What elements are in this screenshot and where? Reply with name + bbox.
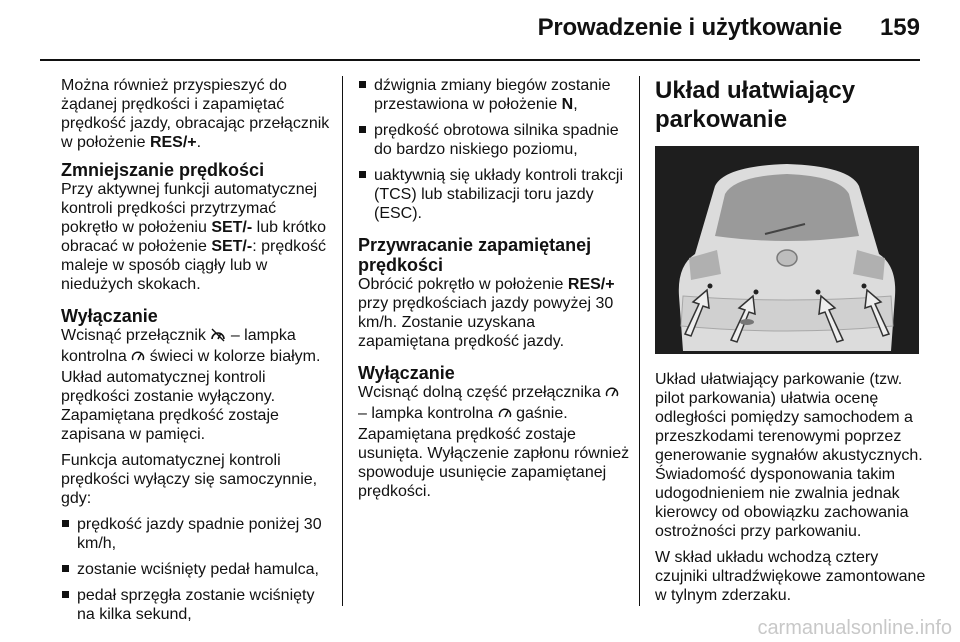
- cruise-off-icon: [210, 328, 226, 347]
- list-item: prędkość jazdy spadnie poniżej 30 km/h,: [61, 515, 333, 553]
- section-heading-off-2: Wyłączanie: [358, 363, 455, 383]
- watermark: carmanualsonline.info: [757, 617, 952, 639]
- section-heading-off: Wyłączanie: [61, 306, 158, 326]
- column-divider: [639, 76, 640, 606]
- parking-paragraph-2: W skład układu wchodzą cztery czujniki ultradźwiękowe zamontowane w tylnym zderzaku.: [655, 549, 926, 604]
- section-heading-reduce: Zmniejszanie prędkości: [61, 160, 265, 180]
- auto-off-list: [61, 515, 333, 624]
- section-heading-resume: Przywracanie zapamiętanej prędkości: [358, 235, 592, 275]
- header-rule: [40, 59, 920, 61]
- list-item: pedał sprzęgła zostanie wciśnięty na kilka sekund,: [61, 586, 333, 624]
- cruise-control-icon: [131, 349, 145, 368]
- reduce-paragraph: Przy aktywnej funkcji automatycznej kontroli prędkości przytrzymać pokrętło w położeniu SET/- lub krótko obracać w położenie SET/-: prędkość maleje w sposób ciągły lub w niedużych skokach.: [61, 181, 327, 293]
- column-3: [655, 76, 927, 612]
- resume-paragraph: Obrócić pokrętło w położenie RES/+ przy prędkościach jazdy powyżej 30 km/h. Zostanie uzyskana zapamiętana prędkość jazdy.: [358, 276, 615, 350]
- section-heading-parking: Układ ułatwiający parkowanie: [655, 77, 856, 133]
- column-2: [358, 76, 630, 508]
- header-title: Prowadzenie i użytkowanie: [537, 14, 842, 41]
- auto-off-list-cont: [358, 76, 630, 223]
- column-divider: [342, 76, 343, 606]
- cruise-control-icon: [605, 385, 619, 404]
- page-number: 159: [879, 14, 920, 41]
- off-paragraph: Wcisnąć przełącznik – lampka kontrolna świeci w kolorze białym. Układ automatycznej kontroli prędkości zostanie wyłączony. Zapamiętana prędkość zostaje zapisana w pamięci.: [61, 327, 321, 443]
- list-item: prędkość obrotowa silnika spadnie do bardzo niskiego poziomu,: [358, 121, 630, 159]
- intro-paragraph: Można również przyspieszyć do żądanej prędkości i zapamiętać prędkość jazdy, obracając przełącznik w położenie RES/+.: [61, 77, 330, 151]
- column-1: [61, 76, 333, 631]
- list-item: uaktywnią się układy kontroli trakcji (TCS) lub stabilizacji toru jazdy (ESC).: [358, 166, 630, 223]
- parking-sensor-illustration: [655, 146, 919, 354]
- cruise-control-icon: [498, 406, 512, 425]
- parking-paragraph-1: Układ ułatwiający parkowanie (tzw. pilot parkowania) ułatwia ocenę odległości pomiędzy samochodem a przeszkodami terenowymi poprzez generowanie sygnałów akustycznych. Świadomość dysponowania takim udogodnieniem nie zwalnia jednak kierowcy od obowiązku zachowania ostrożności przy parkowaniu.: [655, 371, 923, 540]
- list-item: zostanie wciśnięty pedał hamulca,: [61, 560, 333, 579]
- list-item: dźwignia zmiany biegów zostanie przestawiona w położenie N,: [358, 76, 630, 114]
- auto-off-paragraph: Funkcja automatycznej kontroli prędkości wyłączy się samoczynnie, gdy:: [61, 452, 318, 507]
- off-paragraph-2: Wcisnąć dolną część przełącznika – lampka kontrolna gaśnie. Zapamiętana prędkość zostaje usunięta. Wyłączenie zapłonu również spowoduje usunięcie zapamiętanej prędkości.: [358, 384, 630, 500]
